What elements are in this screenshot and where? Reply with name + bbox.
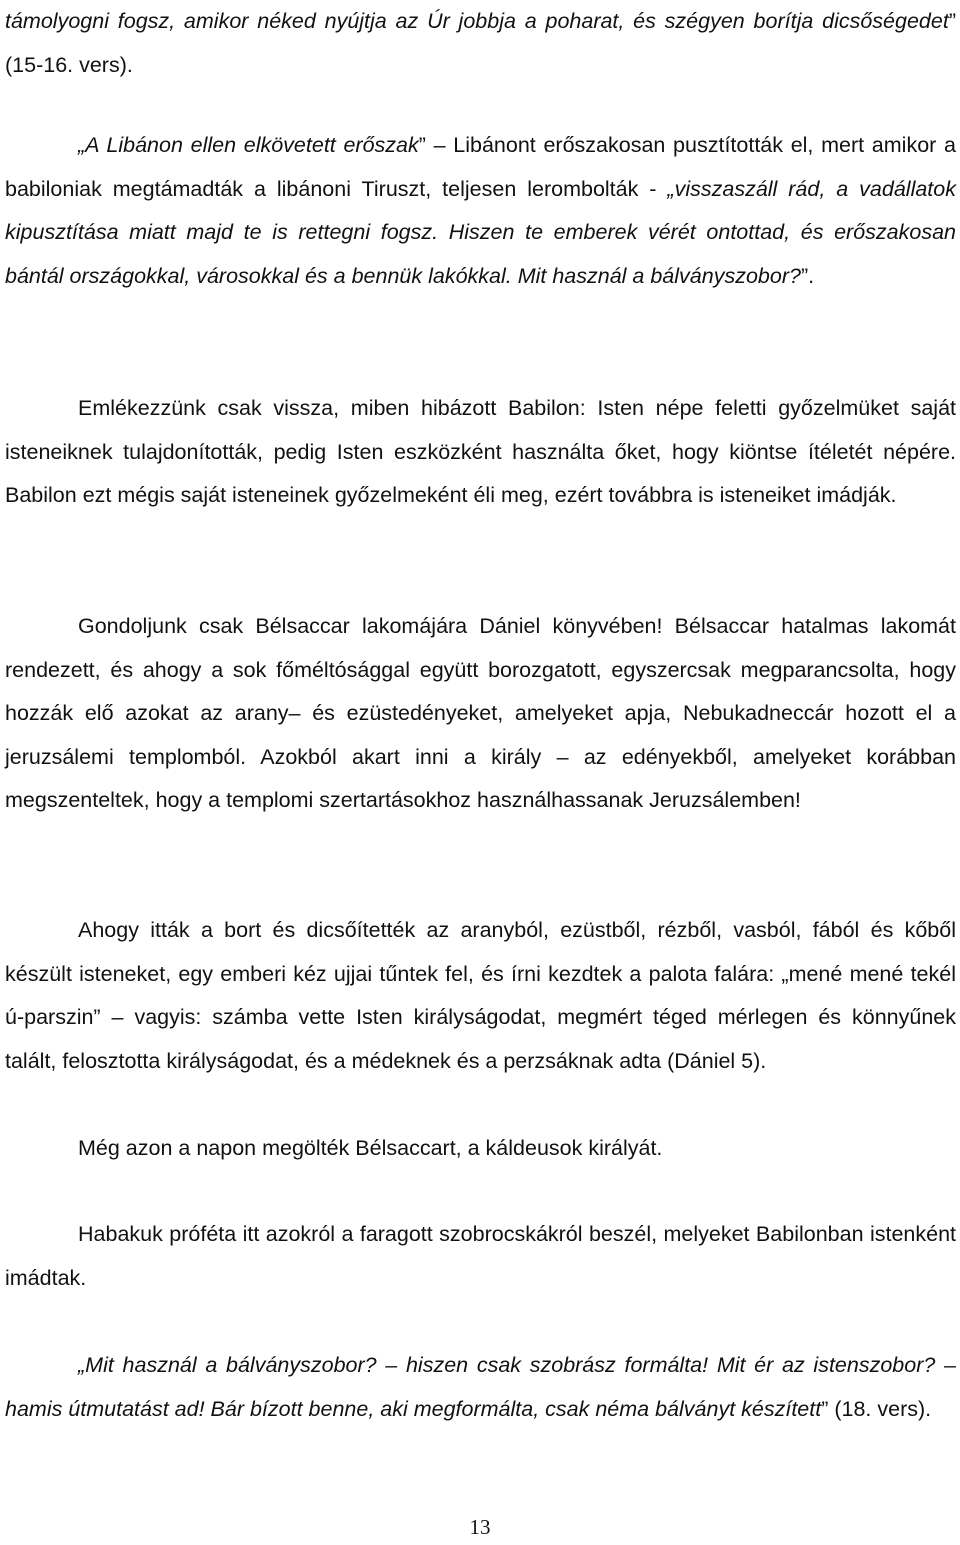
plain-text: Még azon a napon megölték Bélsaccart, a káldeusok királyát.	[78, 1136, 663, 1160]
italic-text: „visszaszáll rád, a vadállatok kipusztítása miatt majd te is rettegni fogsz. Hiszen te emberek vérét ontottad, és erőszakosan bántál országokkal, városokkal és a bennük lakókkal. Mit használ a bálványszobor?	[5, 176, 956, 288]
plain-text: Gondoljunk csak Bélsaccar lakomájára Dániel könyvében! Bélsaccar hatalmas lakomát rendezett, és ahogy a sok főméltósággal együtt borozgatott, egyszercsak megparancsolta, hogy hozzák elő azokat az arany– és ezüstedényeket, amelyeket apja, Nebukadneccár hozott el a jeruzsálemi templomból. Azokból akart inni a király – az edényekből, amelyeket korábban megszenteltek, hogy a templomi szertartásokhoz használhassanak Jeruzsálemben!	[5, 614, 956, 812]
plain-text: Habakuk próféta itt azokról a faragott szobrocskákról beszél, melyeket Babilonban istenként imádtak.	[5, 1222, 956, 1290]
paragraph-babilon	[5, 387, 956, 518]
paragraph-mene-tekel	[5, 909, 956, 1083]
plain-text: Ahogy itták a bort és dicsőítették az aranyból, ezüstből, rézből, vasból, fából és kőből készült isteneket, egy emberi kéz ujjai tűntek fel, és írni kezdtek a palota falára: „mené mené tekél ú-parszin” – vagyis: számba vette Isten királyságodat, megmért téged mérlegen és könnyűnek talált, felosztotta királyságodat, és a médeknek és a perzsáknak adta (Dániel 5).	[5, 918, 956, 1073]
italic-text: „A Libánon ellen elkövetett erőszak	[78, 133, 419, 157]
paragraph-libanon	[5, 124, 956, 298]
paragraph-quote	[5, 1344, 956, 1431]
italic-text: „Mit használ a bálványszobor? – hiszen csak szobrász formálta! Mit ér az istenszobor? – hamis útmutatást ad! Bár bízott benne, aki megformálta, csak néma bálványt készített	[5, 1353, 956, 1421]
plain-text: Emlékezzünk csak vissza, miben hibázott Babilon: Isten népe feletti győzelmüket saját isteneiknek tulajdonították, pedig Isten eszközként használta őket, hogy kiöntse ítéletét népére. Babilon ezt mégis saját isteneinek győzelmeként éli meg, ezért továbbra is isteneiket imádják.	[5, 396, 956, 507]
paragraph-continuation	[5, 0, 956, 87]
plain-text: ” (18. vers).	[821, 1396, 932, 1421]
paragraph-belsaccar	[5, 605, 956, 823]
plain-text: ” – Libánont erőszakosan pusztították el, mert amikor a babiloniak megtámadták a libánoni Tiruszt, teljesen lerombolták -	[5, 133, 956, 201]
paragraph-kaldeusok	[5, 1127, 956, 1171]
page-number: 13	[469, 1515, 491, 1539]
paragraph-habakuk	[5, 1213, 956, 1300]
plain-text: ” (15-16. vers).	[5, 9, 956, 77]
plain-text: ”.	[800, 263, 815, 288]
italic-text: támolyogni fogsz, amikor néked nyújtja az Úr jobbja a poharat, és szégyen borítja dicsőségedet	[5, 9, 949, 33]
